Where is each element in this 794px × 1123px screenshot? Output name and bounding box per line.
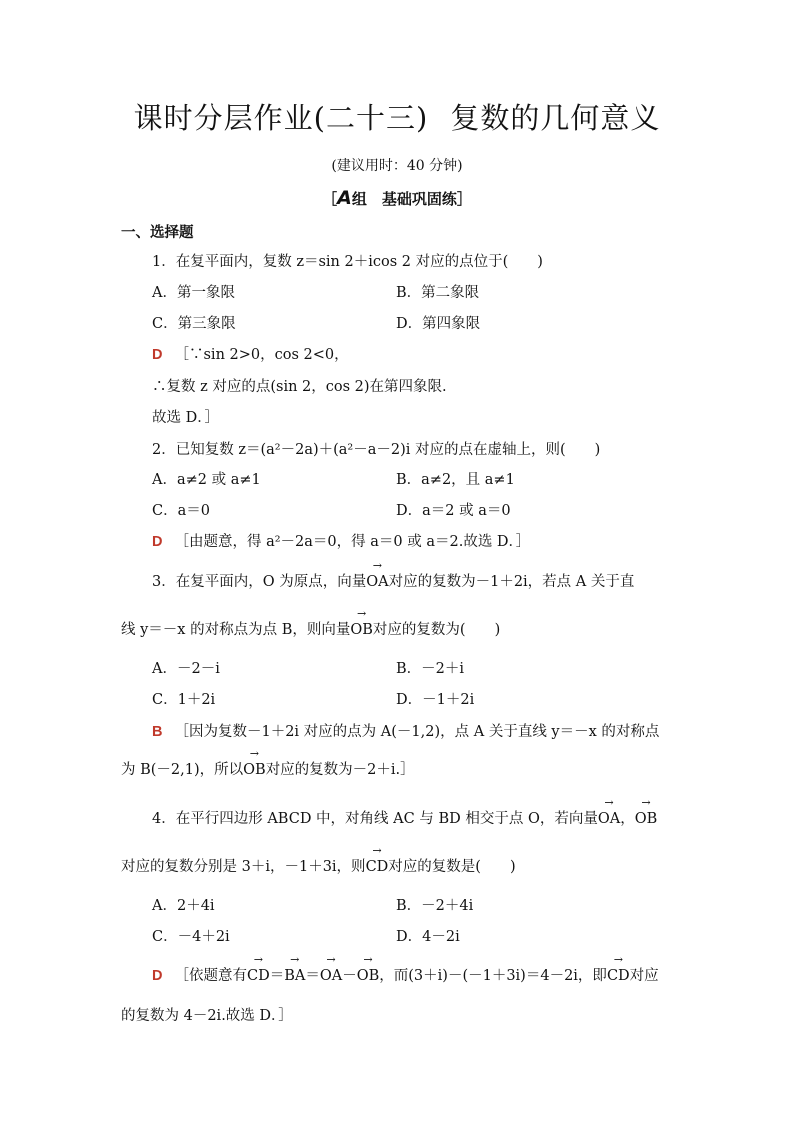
- q3-solution-line2: 为 B(－2,1)，所以→ OB对应的复数为－2＋i.］: [121, 760, 415, 780]
- vector-ob: → OB: [357, 966, 380, 986]
- q1-option-b: B．第二象限: [396, 285, 480, 301]
- vector-ob: → OB: [635, 809, 658, 829]
- q1-option-a: A．第一象限: [152, 285, 235, 301]
- suggested-time: (建议用时：40 分钟): [331, 158, 463, 174]
- vector-oa: → OA: [320, 966, 342, 986]
- q3-stem: 3．在复平面内，O 为原点，向量→ OA对应的复数为－1＋2i，若点 A 关于直: [152, 572, 634, 592]
- vector-ba: → BA: [284, 966, 305, 986]
- q4-stem: 4．在平行四边形 ABCD 中，对角线 AC 与 BD 相交于点 O，若向量→ OA，→ OB: [152, 809, 657, 829]
- q2-stem: 2．已知复数 z＝(a²－2a)＋(a²－a－2)i 对应的点在虚轴上，则( ): [152, 442, 601, 458]
- q3-answer: B: [152, 724, 163, 740]
- vector-ob: → OB: [350, 620, 373, 640]
- vector-ob: → OB: [243, 760, 266, 780]
- q3-stem-line2: 线 y＝－x 的对称点为点 B，则向量→ OB对应的复数为( ): [121, 620, 500, 640]
- vector-oa: → OA: [598, 809, 620, 829]
- q3-option-c: C．1＋2i: [152, 692, 216, 708]
- q4-solution: D ［依题意有→ CD＝→ BA＝→ OA－→ OB，而(3＋i)－(－1＋3i)＝4－2i，即→ CD对应: [152, 966, 659, 986]
- q2-option-b: B．a≠2，且 a≠1: [396, 472, 515, 488]
- vector-cd: → CD: [607, 966, 630, 986]
- q3-option-a: A．－2－i: [152, 661, 220, 677]
- q1-option-d: D．第四象限: [396, 316, 481, 332]
- vector-cd: → CD: [366, 857, 389, 877]
- q1-stem: 1．在复平面内，复数 z＝sin 2＋icos 2 对应的点位于( ): [152, 254, 543, 270]
- q1-option-c: C．第三象限: [152, 316, 236, 332]
- group-heading: ［A组 基础巩固练］: [322, 187, 472, 209]
- q4-option-b: B．－2＋4i: [396, 898, 474, 914]
- q2-option-c: C．a＝0: [152, 503, 210, 519]
- q4-solution-line2: 的复数为 4－2i.故选 D．］: [121, 1008, 293, 1024]
- q1-solution-line2: ∴复数 z 对应的点(sin 2，cos 2)在第四象限.: [152, 379, 447, 395]
- vector-cd: → CD: [247, 966, 270, 986]
- q2-option-d: D．a＝2 或 a＝0: [396, 503, 511, 519]
- q4-answer: D: [152, 968, 163, 984]
- q2-option-a: A．a≠2 或 a≠1: [152, 472, 261, 488]
- section-heading: 一、选择题: [121, 225, 194, 241]
- q1-solution-line3: 故选 D．］: [152, 410, 219, 426]
- q3-option-b: B．－2＋i: [396, 661, 465, 677]
- q2-answer: D: [152, 534, 163, 550]
- q4-stem-line2: 对应的复数分别是 3＋i，－1＋3i，则→ CD对应的复数是( ): [121, 857, 516, 877]
- page-title: [0, 96, 794, 137]
- title-topic: 复数的几何意义: [450, 101, 661, 135]
- q2-solution: D ［由题意，得 a²－2a＝0，得 a＝0 或 a＝2.故选 D．］: [152, 534, 531, 550]
- q3-solution: B ［因为复数－1＋2i 对应的点为 A(－1,2)，点 A 关于直线 y＝－x 的对称点: [152, 724, 660, 740]
- q4-option-d: D．4－2i: [396, 929, 460, 945]
- title-main: 课时分层作业(二十三): [133, 101, 429, 135]
- q1-solution: D ［∵sin 2>0，cos 2<0，: [152, 347, 349, 363]
- q1-answer: D: [152, 347, 163, 363]
- q4-option-c: C．－4＋2i: [152, 929, 230, 945]
- q4-option-a: A．2＋4i: [152, 898, 215, 914]
- q3-option-d: D．－1＋2i: [396, 692, 475, 708]
- vector-oa: → OA: [366, 572, 388, 592]
